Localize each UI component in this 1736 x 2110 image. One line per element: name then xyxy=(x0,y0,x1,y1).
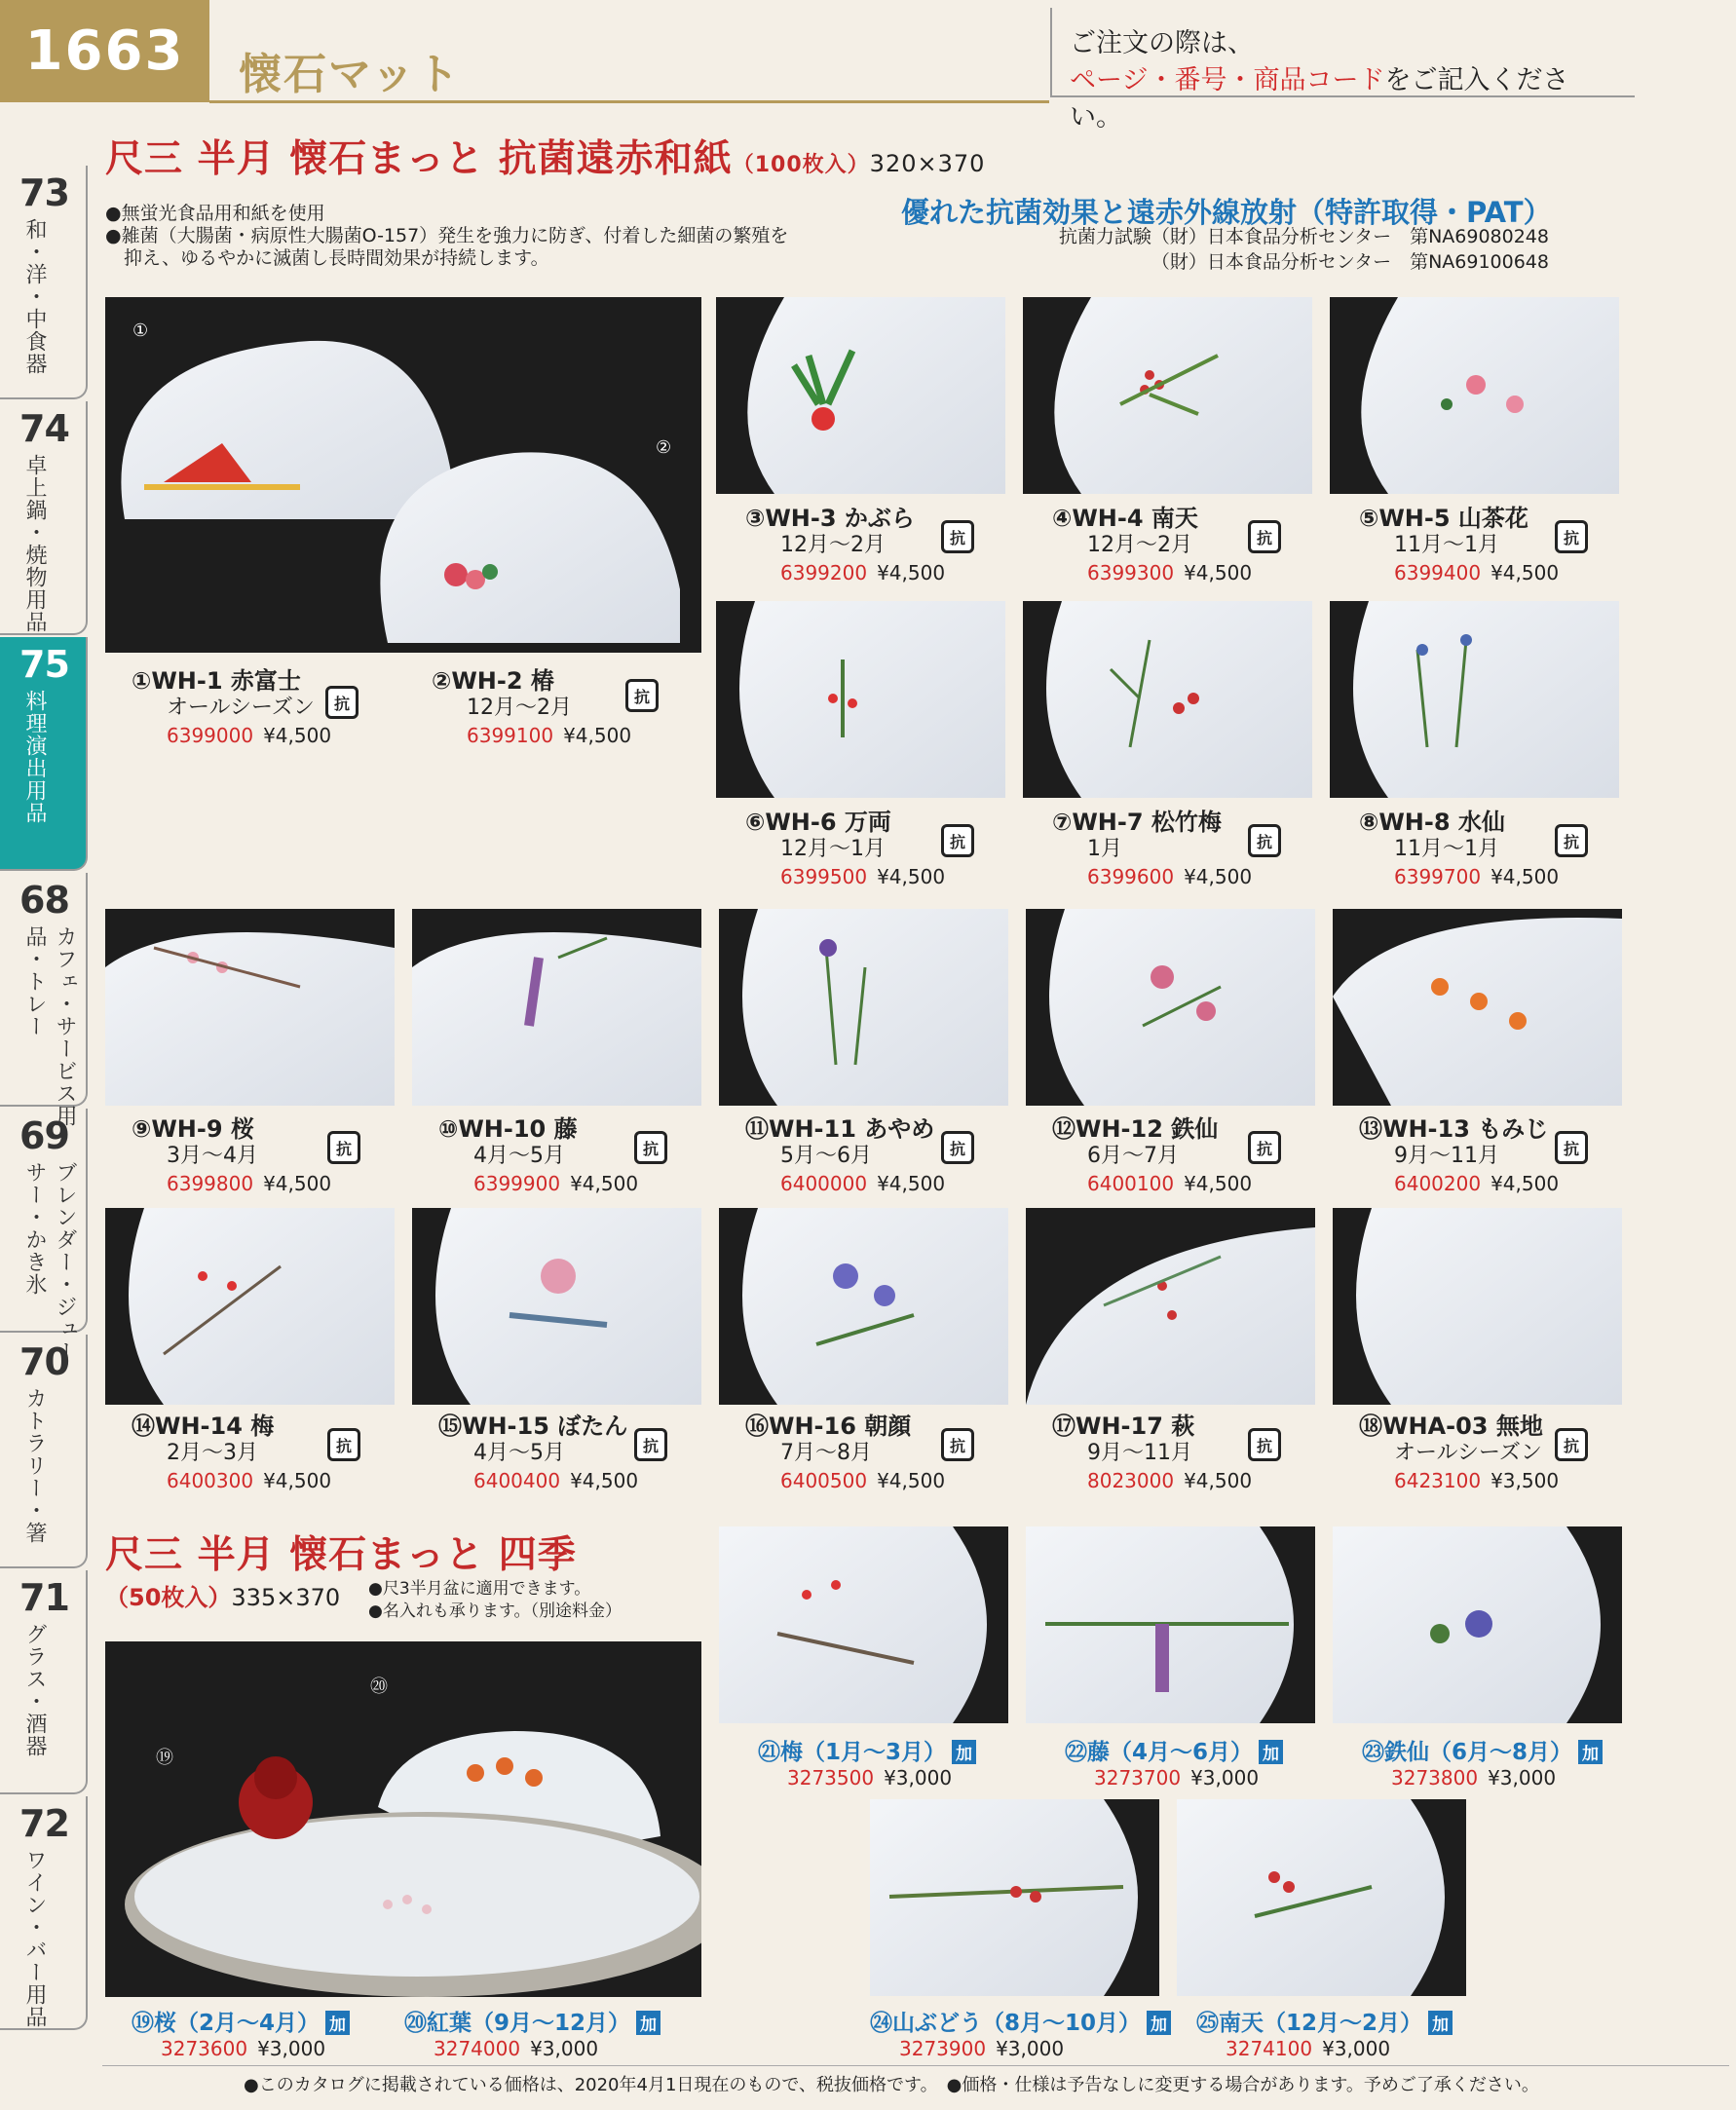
item-name: WH-2 椿 xyxy=(451,667,554,695)
processed-badge: 加 xyxy=(636,2011,660,2035)
antibacterial-badge: 抗 xyxy=(625,679,659,712)
order-note-rest: をご記入ください。 xyxy=(1070,65,1569,132)
photo-yamabudou xyxy=(870,1799,1159,1996)
bullet: ●雑菌（大腸菌・病原性大腸菌O-157）発生を強力に防ぎ、付着した細菌の繁殖を xyxy=(105,225,789,246)
bullet: 抑え、ゆるやかに滅菌し長時間効果が持続します。 xyxy=(105,247,549,269)
product-caption-wha03 xyxy=(1359,1413,1559,1494)
product-caption-fuji xyxy=(1065,1734,1283,1790)
item-name: WH-16 朝顔 xyxy=(769,1413,912,1440)
item-season: 6月～7月 xyxy=(1087,1144,1179,1168)
item-season: 3月～4月 xyxy=(167,1144,258,1168)
processed-badge: 加 xyxy=(1259,1740,1283,1764)
item-price: ¥3,000 xyxy=(1190,1766,1260,1790)
photo-wh5 xyxy=(1330,297,1619,494)
bullet: ●名入れも承ります。（別途料金） xyxy=(368,1601,622,1621)
tab-label: ブレンダー・ジューサー・かき氷 xyxy=(22,1161,77,1363)
svg-text:⑳: ⑳ xyxy=(370,1677,388,1697)
item-season: 9月～11月 xyxy=(1087,1441,1192,1465)
product-caption-wh16 xyxy=(745,1413,945,1494)
item-code: 6399900 xyxy=(473,1172,561,1195)
photo-wh12 xyxy=(1026,909,1315,1106)
order-note-emphasis: ページ・番号・商品コード xyxy=(1070,65,1385,95)
item-price: ¥4,500 xyxy=(1184,561,1253,584)
section2-qty: （50枚入） xyxy=(105,1584,232,1611)
item-code: 6400100 xyxy=(1087,1172,1175,1195)
item-price: ¥4,500 xyxy=(570,1172,639,1195)
item-season: 11月～1月 xyxy=(1394,837,1499,861)
item-season: オールシーズン xyxy=(167,696,315,720)
item-name: WH-3 かぶら xyxy=(765,505,915,532)
product-caption-wh6 xyxy=(745,809,945,890)
item-price: ¥4,500 xyxy=(877,1172,946,1195)
item-code: 6399500 xyxy=(780,865,868,888)
tab-number: 68 xyxy=(19,879,69,922)
antibacterial-badge: 抗 xyxy=(1248,1131,1281,1164)
item-name: WH-5 山茶花 xyxy=(1378,505,1528,532)
cert-lines xyxy=(974,224,1549,275)
photo-wh6 xyxy=(716,601,1005,798)
photo-wh13 xyxy=(1333,909,1622,1106)
section2-size: 335×370 xyxy=(231,1584,341,1611)
section1-size: 320×370 xyxy=(869,150,986,177)
item-price: ¥4,500 xyxy=(877,1469,946,1492)
side-tab-68[interactable] xyxy=(0,873,88,1127)
item-code: 6399400 xyxy=(1394,561,1482,584)
item-number: ⑨ xyxy=(132,1115,152,1143)
side-tab-73[interactable] xyxy=(0,166,88,399)
item-code: 6400300 xyxy=(167,1469,254,1492)
item-code: 8023000 xyxy=(1087,1469,1175,1492)
antibacterial-badge: 抗 xyxy=(327,1131,360,1164)
order-note-line2 xyxy=(1070,62,1617,136)
order-note xyxy=(1050,8,1635,132)
antibacterial-badge: 抗 xyxy=(941,1131,974,1164)
item-name: WH-6 万両 xyxy=(765,809,891,836)
item-name: WH-7 松竹梅 xyxy=(1072,809,1222,836)
antibacterial-badge: 抗 xyxy=(1555,1428,1588,1461)
antibacterial-badge: 抗 xyxy=(325,686,359,719)
bullet: ●尺3半月盆に適用できます。 xyxy=(368,1579,591,1599)
photo-wh16 xyxy=(719,1208,1008,1405)
item-number: ⑤ xyxy=(1359,505,1379,532)
processed-badge: 加 xyxy=(952,1740,976,1764)
tab-number: 74 xyxy=(19,407,69,450)
product-caption-wh10 xyxy=(438,1115,638,1197)
bullet: ●無蛍光食品用和紙を使用 xyxy=(105,203,325,224)
photo-wh14 xyxy=(105,1208,395,1405)
item-season: 7月～8月 xyxy=(780,1441,872,1465)
footer-note: ●このカタログに掲載されている価格は、2020年4月1日現在のもので、税抜価格です。 ●価格・仕様は予告なしに変更する場合があります。予めご了承ください。 xyxy=(244,2075,1539,2095)
tab-label: ワイン・バー用品 xyxy=(22,1849,47,2028)
item-price: ¥4,500 xyxy=(263,1469,332,1492)
product-caption-wh11 xyxy=(745,1115,945,1197)
item-price: ¥4,500 xyxy=(563,724,632,747)
processed-badge: 加 xyxy=(325,2011,350,2035)
item-price: ¥3,000 xyxy=(1488,1766,1557,1790)
item-name: WH-1 赤富士 xyxy=(151,667,301,695)
processed-badge: 加 xyxy=(1578,1740,1603,1764)
photo-label: ① xyxy=(132,320,149,341)
processed-badge: 加 xyxy=(1428,2011,1453,2035)
side-tab-75-active[interactable] xyxy=(0,637,88,871)
photo-wh7 xyxy=(1023,601,1312,798)
item-label: ㉓鉄仙（6月～8月） xyxy=(1362,1740,1573,1765)
item-name: WH-4 南天 xyxy=(1072,505,1198,532)
photo-wh1-wh2 xyxy=(105,297,701,653)
product-caption-wh14 xyxy=(132,1413,331,1494)
photo-ume xyxy=(719,1526,1008,1723)
item-price: ¥4,500 xyxy=(570,1469,639,1492)
photo-wh17 xyxy=(1026,1208,1315,1405)
item-code: 6399200 xyxy=(780,561,868,584)
item-code: 6400000 xyxy=(780,1172,868,1195)
item-code: 6423100 xyxy=(1394,1469,1482,1492)
product-caption-wh3 xyxy=(745,505,945,586)
product-caption-wh12 xyxy=(1052,1115,1252,1197)
section2-spec xyxy=(105,1578,340,1612)
order-note-line1: ご注文の際は、 xyxy=(1070,28,1254,58)
section1-title-text: 尺三 半月 懐石まっと 抗菌遠赤和紙 xyxy=(105,137,733,181)
item-price: ¥3,500 xyxy=(1491,1469,1560,1492)
photo-wh15 xyxy=(412,1208,701,1405)
item-number: ⑯ xyxy=(745,1413,769,1440)
photo-tessen xyxy=(1333,1526,1622,1723)
product-caption-sakura xyxy=(132,2005,350,2060)
antibacterial-badge: 抗 xyxy=(941,1428,974,1461)
item-code: 6400200 xyxy=(1394,1172,1482,1195)
photo-nanten xyxy=(1177,1799,1466,1996)
tab-number: 69 xyxy=(19,1114,69,1157)
item-number: ⑮ xyxy=(438,1413,462,1440)
item-price: ¥4,500 xyxy=(877,561,946,584)
item-name: WH-15 ぼたん xyxy=(462,1413,628,1440)
item-code: 6399600 xyxy=(1087,865,1175,888)
item-number: ③ xyxy=(745,505,766,532)
product-caption-yamabudou xyxy=(870,2005,1171,2060)
antibacterial-badge: 抗 xyxy=(1555,824,1588,857)
item-season: 12月～1月 xyxy=(780,837,886,861)
item-code: 3274000 xyxy=(434,2037,521,2060)
feature-heading: 優れた抗菌効果と遠赤外線放射（特許取得・PAT） xyxy=(901,196,1552,229)
tab-label: カトラリー・箸 xyxy=(22,1387,47,1544)
side-tab-70[interactable] xyxy=(0,1335,88,1568)
item-price: ¥3,000 xyxy=(1322,2037,1391,2060)
photo-wh3 xyxy=(716,297,1005,494)
item-code: 6399000 xyxy=(167,724,254,747)
item-code: 3274100 xyxy=(1226,2037,1313,2060)
antibacterial-badge: 抗 xyxy=(1248,520,1281,553)
section2-title: 尺三 半月 懐石まっと 四季 xyxy=(105,1533,577,1577)
item-label: ㉔山ぶどう（8月～10月） xyxy=(870,2011,1142,2036)
tab-label: 卓上鍋・焼物用品 xyxy=(22,454,47,633)
antibacterial-badge: 抗 xyxy=(1248,824,1281,857)
item-price: ¥4,500 xyxy=(1184,1172,1253,1195)
item-price: ¥3,000 xyxy=(996,2037,1065,2060)
item-name: WH-11 あやめ xyxy=(769,1115,935,1143)
tab-label: グラス・酒器 xyxy=(22,1623,47,1757)
tab-number: 70 xyxy=(19,1340,69,1383)
item-code: 6399100 xyxy=(467,724,554,747)
section1-title xyxy=(105,129,985,183)
footer-rule xyxy=(102,2065,1729,2066)
item-price: ¥4,500 xyxy=(1184,1469,1253,1492)
item-price: ¥4,500 xyxy=(1491,561,1560,584)
item-number: ⑥ xyxy=(745,809,766,836)
item-price: ¥3,000 xyxy=(257,2037,326,2060)
svg-text:②: ② xyxy=(656,437,672,458)
cert-line: 抗菌力試験（財）日本食品分析センター 第NA69080248 xyxy=(1058,226,1549,247)
item-code: 6400400 xyxy=(473,1469,561,1492)
item-season: 12月～2月 xyxy=(780,533,886,557)
item-name: WH-14 梅 xyxy=(155,1413,275,1440)
product-caption-ume xyxy=(758,1734,976,1790)
page-number: 1663 xyxy=(0,0,209,102)
item-season: 11月～1月 xyxy=(1394,533,1499,557)
item-number: ⑧ xyxy=(1359,809,1379,836)
item-number: ② xyxy=(432,667,452,695)
photo-wh10 xyxy=(412,909,701,1106)
item-season: 12月～2月 xyxy=(467,696,572,720)
product-caption-wh2 xyxy=(432,667,631,749)
item-price: ¥4,500 xyxy=(1491,865,1560,888)
item-number: ⑩ xyxy=(438,1115,459,1143)
item-label: ⑲桜（2月～4月） xyxy=(132,2011,321,2036)
cert-line: （財）日本食品分析センター 第NA69100648 xyxy=(1151,251,1549,273)
product-caption-wh13 xyxy=(1359,1115,1559,1197)
item-number: ① xyxy=(132,667,152,695)
processed-badge: 加 xyxy=(1147,2011,1171,2035)
item-label: ⑳紅葉（9月～12月） xyxy=(404,2011,631,2036)
tab-number: 73 xyxy=(19,171,69,214)
item-number: ④ xyxy=(1052,505,1073,532)
product-caption-momiji xyxy=(404,2005,660,2060)
product-caption-wh17 xyxy=(1052,1413,1252,1494)
tab-label: カフェ・サービス用品・トレー xyxy=(22,925,77,1127)
photo-wh11 xyxy=(719,909,1008,1106)
item-code: 6399700 xyxy=(1394,865,1482,888)
item-label: ㉑梅（1月～3月） xyxy=(758,1740,947,1765)
item-season: 2月～3月 xyxy=(167,1441,258,1465)
item-name: WH-17 萩 xyxy=(1076,1413,1195,1440)
item-name: WHA-03 無地 xyxy=(1382,1413,1543,1440)
side-tab-71[interactable] xyxy=(0,1570,88,1794)
antibacterial-badge: 抗 xyxy=(634,1131,667,1164)
item-number: ⑦ xyxy=(1052,809,1073,836)
header-rule xyxy=(209,100,1049,103)
item-price: ¥4,500 xyxy=(1491,1172,1560,1195)
tab-number: 75 xyxy=(19,643,69,686)
tab-label: 和・洋・中食器 xyxy=(22,218,47,375)
item-code: 3273600 xyxy=(161,2037,248,2060)
item-number: ⑫ xyxy=(1052,1115,1076,1143)
section2-bullets xyxy=(368,1578,622,1623)
product-caption-wh4 xyxy=(1052,505,1252,586)
item-season: 5月～6月 xyxy=(780,1144,872,1168)
svg-text:⑲: ⑲ xyxy=(156,1748,173,1768)
product-caption-wh5 xyxy=(1359,505,1559,586)
antibacterial-badge: 抗 xyxy=(327,1428,360,1461)
side-tab-74[interactable] xyxy=(0,401,88,635)
item-price: ¥4,500 xyxy=(877,865,946,888)
antibacterial-badge: 抗 xyxy=(1248,1428,1281,1461)
photo-wh9 xyxy=(105,909,395,1106)
item-number: ⑰ xyxy=(1052,1413,1076,1440)
item-name: WH-12 鉄仙 xyxy=(1076,1115,1219,1143)
photo-wh4 xyxy=(1023,297,1312,494)
antibacterial-badge: 抗 xyxy=(941,520,974,553)
item-label: ㉕南天（12月～2月） xyxy=(1196,2011,1423,2036)
item-season: 1月 xyxy=(1087,837,1122,861)
item-code: 6399800 xyxy=(167,1172,254,1195)
item-name: WH-10 藤 xyxy=(458,1115,578,1143)
antibacterial-badge: 抗 xyxy=(634,1428,667,1461)
tab-number: 71 xyxy=(19,1576,69,1619)
item-price: ¥4,500 xyxy=(263,724,332,747)
item-number: ⑪ xyxy=(745,1115,769,1143)
item-season: 4月～5月 xyxy=(473,1144,565,1168)
antibacterial-badge: 抗 xyxy=(941,824,974,857)
item-price: ¥4,500 xyxy=(263,1172,332,1195)
product-caption-wh15 xyxy=(438,1413,638,1494)
product-caption-wh8 xyxy=(1359,809,1559,890)
item-price: ¥4,500 xyxy=(1184,865,1253,888)
item-name: WH-9 桜 xyxy=(151,1115,254,1143)
product-caption-wh1 xyxy=(132,667,331,749)
side-tab-72[interactable] xyxy=(0,1796,88,2030)
item-season: 9月～11月 xyxy=(1394,1144,1499,1168)
item-code: 3273700 xyxy=(1094,1766,1182,1790)
photo-fuji xyxy=(1026,1526,1315,1723)
item-number: ⑭ xyxy=(132,1413,155,1440)
item-name: WH-8 水仙 xyxy=(1378,809,1505,836)
tab-label: 料理演出用品 xyxy=(22,690,47,824)
product-caption-wh9 xyxy=(132,1115,331,1197)
photo-sakura-momiji xyxy=(105,1641,701,1997)
item-price: ¥3,000 xyxy=(530,2037,599,2060)
tab-number: 72 xyxy=(19,1802,69,1845)
item-season: 12月～2月 xyxy=(1087,533,1192,557)
item-season: オールシーズン xyxy=(1394,1441,1542,1465)
photo-wha03 xyxy=(1333,1208,1622,1405)
product-caption-tessen xyxy=(1362,1734,1603,1790)
section1-bullets xyxy=(105,203,788,270)
item-number: ⑬ xyxy=(1359,1115,1382,1143)
product-caption-nanten xyxy=(1196,2005,1453,2060)
section-title: 懐石マット xyxy=(239,50,462,99)
item-code: 3273500 xyxy=(787,1766,875,1790)
item-code: 6399300 xyxy=(1087,561,1175,584)
antibacterial-badge: 抗 xyxy=(1555,520,1588,553)
item-code: 3273900 xyxy=(899,2037,987,2060)
item-name: WH-13 もみじ xyxy=(1382,1115,1549,1143)
item-code: 6400500 xyxy=(780,1469,868,1492)
section1-qty: （100枚入） xyxy=(732,153,870,177)
item-number: ⑱ xyxy=(1359,1413,1382,1440)
product-caption-wh7 xyxy=(1052,809,1252,890)
item-code: 3273800 xyxy=(1391,1766,1479,1790)
photo-wh8 xyxy=(1330,601,1619,798)
item-season: 4月～5月 xyxy=(473,1441,565,1465)
item-label: ㉒藤（4月～6月） xyxy=(1065,1740,1254,1765)
item-price: ¥3,000 xyxy=(884,1766,953,1790)
antibacterial-badge: 抗 xyxy=(1555,1131,1588,1164)
